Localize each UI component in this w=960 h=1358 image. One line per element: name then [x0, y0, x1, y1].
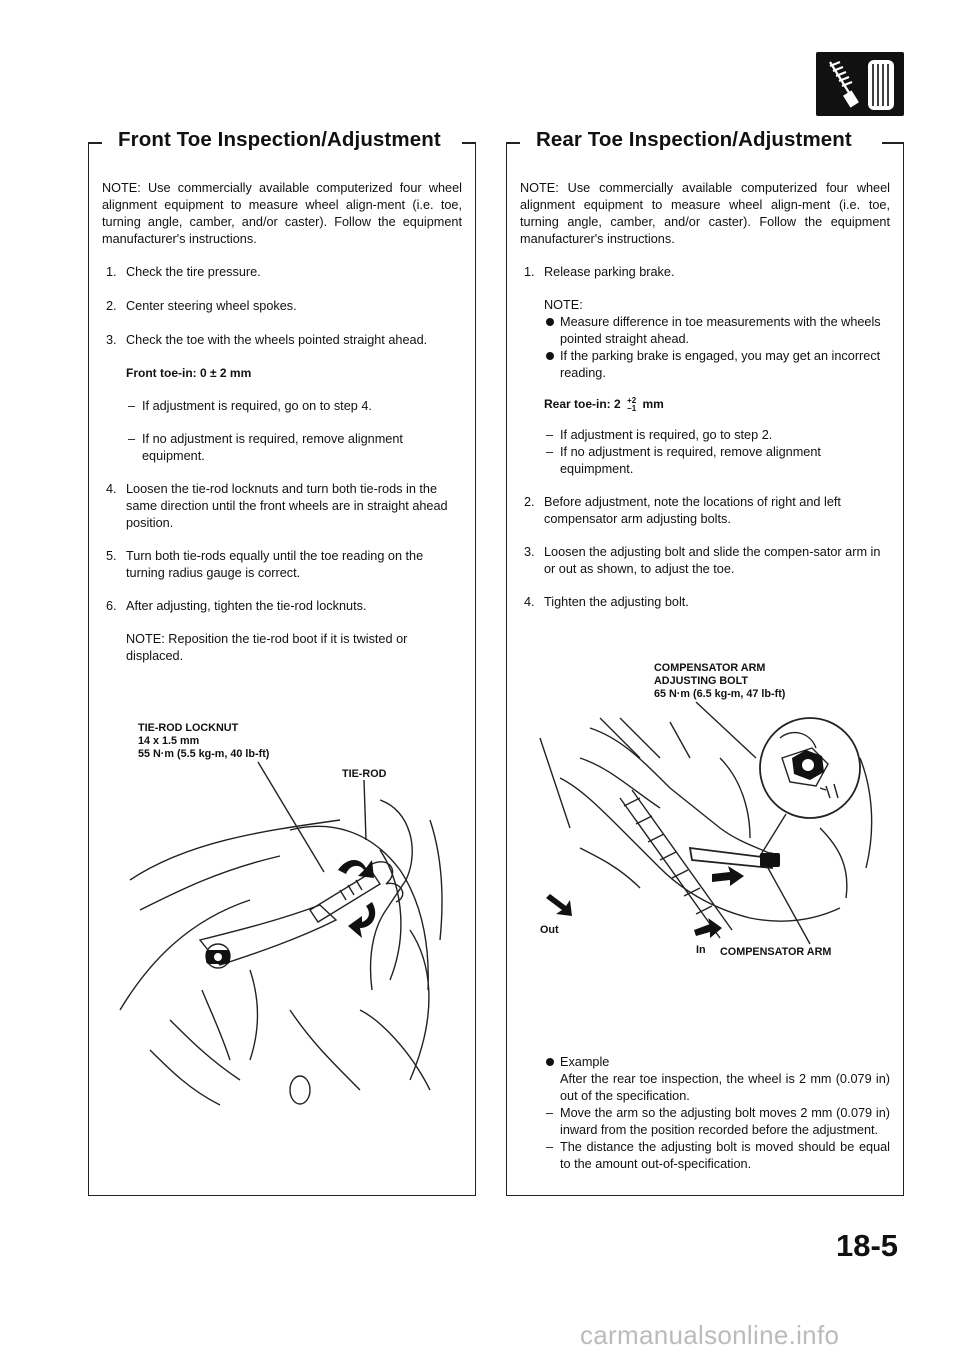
step-text: Tighten the adjusting bolt. — [544, 595, 689, 609]
front-note-2: NOTE: Reposition the tie-rod boot if it is twisted or displaced. — [126, 632, 408, 663]
example-dash-1: – Move the arm so the adjusting bolt moves 2 mm (0.079 in) inward from the position recorded before the adjustment. — [546, 1106, 890, 1137]
panel-corner-line — [462, 142, 476, 144]
front-dash-1: – If adjustment is required, go on to step 4. — [128, 399, 372, 413]
example-bullet — [544, 1054, 890, 1071]
step-number: 6. — [106, 599, 117, 613]
rear-step-3 — [520, 544, 890, 578]
bullet-text: If the parking brake is engaged, you may get an incorrect reading. — [560, 349, 881, 380]
step-number: 4. — [106, 482, 117, 496]
rear-note-label: NOTE: — [544, 298, 583, 312]
compensator-arm-callout: COMPENSATOR ARM — [720, 946, 832, 958]
step-number: 4. — [524, 595, 535, 609]
front-toe-spec: Front toe-in: 0 ± 2 mm — [126, 366, 252, 380]
step-text: Center steering wheel spokes. — [126, 299, 297, 313]
in-label: In — [696, 944, 706, 956]
rear-step-2 — [520, 494, 890, 528]
dash-text: If adjustment is required, go to step 2. — [560, 428, 773, 442]
step-number: 2. — [524, 495, 535, 509]
step-number: 1. — [106, 265, 117, 279]
tierod-locknut-callout — [138, 722, 269, 761]
step-number: 3. — [524, 545, 535, 559]
dash-text: If adjustment is required, go on to step 4. — [142, 399, 372, 413]
tierod-callout: TIE-ROD — [342, 768, 387, 780]
rear-dash-2: – If no adjustment is required, remove alignment equimpment. — [546, 445, 821, 476]
example-text: After the rear toe inspection, the wheel is 2 mm (0.079 in) out of the specification. — [560, 1072, 890, 1103]
step-text: After adjusting, tighten the tie-rod locknuts. — [126, 599, 367, 613]
step-number: 3. — [106, 333, 117, 347]
bolt-label-1: COMPENSATOR ARM — [654, 662, 766, 674]
front-dash-2: – If no adjustment is required, remove alignment equipment. — [128, 432, 403, 463]
bolt-torque: 65 N·m (6.5 kg-m, 47 lb-ft) — [654, 688, 786, 700]
front-step-2 — [102, 298, 462, 315]
front-note: NOTE: Use commercially available computerized four wheel alignment equipment to measure wheel align-ment (i.e. toe, turning angle, camber, and/or caster). Follow the equipment manufacturer's instructions. — [102, 181, 462, 246]
rear-spec-minus: −1 — [627, 403, 637, 413]
locknut-size: 14 x 1.5 mm — [138, 735, 200, 747]
locknut-torque: 55 N·m (5.5 kg-m, 40 lb-ft) — [138, 748, 270, 760]
adjusting-bolt-callout — [654, 662, 785, 701]
step-text: Turn both tie-rods equally until the toe reading on the turning radius gauge is correct. — [126, 549, 424, 580]
rear-example — [544, 1054, 890, 1173]
rear-note-bullet-1 — [544, 314, 890, 348]
rear-toe-title: Rear Toe Inspection/Adjustment — [526, 128, 862, 152]
front-toe-title: Front Toe Inspection/Adjustment — [108, 128, 451, 152]
rear-spec-prefix: Rear toe-in: 2 — [544, 397, 621, 411]
step-text: Before adjustment, note the locations of right and left compensator arm adjusting bolts. — [544, 495, 841, 526]
dash-text: If no adjustment is required, remove alignment equimpment. — [560, 445, 821, 476]
dash-text: The distance the adjusting bolt is moved should be equal to the amount out-of-specification. — [560, 1140, 890, 1171]
dash-text: If no adjustment is required, remove alignment equipment. — [142, 432, 403, 463]
bullet-text: Measure difference in toe measurements with the wheels pointed straight ahead. — [560, 315, 881, 346]
step-text: Loosen the tie-rod locknuts and turn both tie-rods in the same direction until the front wheels are in straight ahead position. — [126, 482, 448, 530]
out-label: Out — [540, 924, 559, 936]
step-text: Check the tire pressure. — [126, 265, 261, 279]
rear-spec-plus: +2 — [627, 395, 637, 405]
front-step-3 — [102, 332, 462, 349]
panel-corner-line — [506, 142, 520, 144]
rear-toe-spec — [520, 396, 890, 413]
dash-text: Move the arm so the adjusting bolt moves 2 mm (0.079 in) inward from the position recorded before the adjustment. — [560, 1106, 890, 1137]
rear-compensator-illustration — [520, 698, 890, 946]
rear-note-bullet-2 — [544, 348, 890, 382]
panel-corner-line — [882, 142, 904, 144]
step-number: 2. — [106, 299, 117, 313]
front-step-4 — [102, 481, 462, 532]
rear-step-4 — [520, 594, 890, 611]
rear-step-1 — [520, 264, 890, 281]
step-number: 5. — [106, 549, 117, 563]
panel-corner-line — [88, 142, 102, 144]
step-text: Loosen the adjusting bolt and slide the compen-sator arm in or out as shown, to adjust the toe. — [544, 545, 881, 576]
front-step-6 — [102, 598, 462, 615]
locknut-label: TIE-ROD LOCKNUT — [138, 722, 239, 734]
rear-spec-unit: mm — [642, 397, 664, 411]
rear-toe-content — [520, 180, 890, 611]
step-text: Release parking brake. — [544, 265, 675, 279]
rear-note: NOTE: Use commercially available computerized four wheel alignment equipment to measure wheel align-ment (i.e. toe, turning angle, camber, and/or caster). Follow the equipment manufacturer's instructions. — [520, 181, 890, 246]
step-text: Check the toe with the wheels pointed straight ahead. — [126, 333, 428, 347]
front-tierod-illustration — [110, 760, 460, 1120]
example-title: Example — [560, 1055, 610, 1069]
example-dash-2: – The distance the adjusting bolt is moved should be equal to the amount out-of-specification. — [546, 1140, 890, 1171]
front-toe-content — [102, 180, 462, 665]
step-number: 1. — [524, 265, 535, 279]
page-number: 18-5 — [836, 1228, 899, 1263]
front-step-1 — [102, 264, 462, 281]
bolt-label-2: ADJUSTING BOLT — [654, 675, 748, 687]
watermark: carmanualsonline.info — [580, 1320, 840, 1350]
suspension-section-icon — [816, 52, 904, 116]
rear-dash-1: – If adjustment is required, go to step 2. — [546, 428, 773, 442]
front-step-5 — [102, 548, 462, 582]
